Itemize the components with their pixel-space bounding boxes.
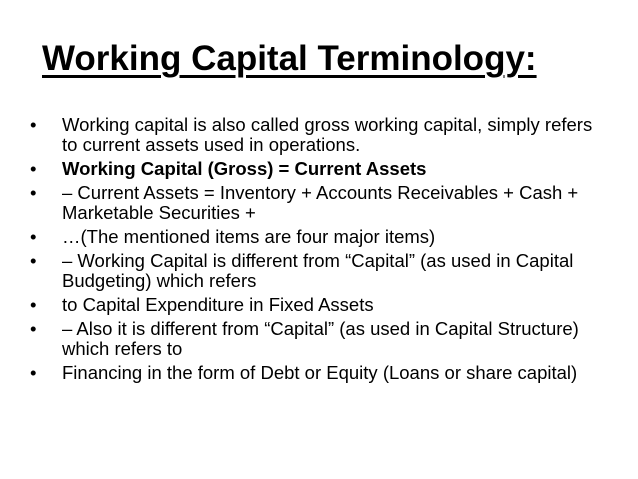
bullet-icon: • bbox=[30, 362, 37, 383]
bullet-item bbox=[30, 227, 600, 247]
bullet-item bbox=[30, 115, 600, 155]
bullet-icon: • bbox=[30, 250, 37, 271]
bullet-icon: • bbox=[30, 294, 37, 315]
bullet-item bbox=[30, 251, 600, 291]
bullet-item bbox=[30, 159, 600, 179]
slide-title: Working Capital Terminology: bbox=[42, 39, 537, 78]
bullet-icon: • bbox=[30, 158, 37, 179]
bullet-text: – Also it is different from “Capital” (as used in Capital Structure) which refers to bbox=[62, 318, 579, 359]
bullet-text: – Working Capital is different from “Capital” (as used in Capital Budgeting) which refers bbox=[62, 250, 574, 291]
bullet-list bbox=[30, 115, 600, 387]
bullet-text: …(The mentioned items are four major items) bbox=[62, 226, 436, 247]
bullet-item bbox=[30, 363, 600, 383]
bullet-item bbox=[30, 183, 600, 223]
bullet-text: Working Capital (Gross) = Current Assets bbox=[62, 158, 427, 179]
bullet-icon: • bbox=[30, 226, 37, 247]
bullet-text: – Current Assets = Inventory + Accounts Receivables + Cash + Marketable Securities + bbox=[62, 182, 579, 223]
bullet-item bbox=[30, 319, 600, 359]
bullet-icon: • bbox=[30, 114, 37, 135]
bullet-icon: • bbox=[30, 318, 37, 339]
bullet-text: to Capital Expenditure in Fixed Assets bbox=[62, 294, 374, 315]
bullet-text: Working capital is also called gross working capital, simply refers to current assets used in operations. bbox=[62, 114, 593, 155]
bullet-item bbox=[30, 295, 600, 315]
bullet-icon: • bbox=[30, 182, 37, 203]
bullet-text: Financing in the form of Debt or Equity (Loans or share capital) bbox=[62, 362, 578, 383]
